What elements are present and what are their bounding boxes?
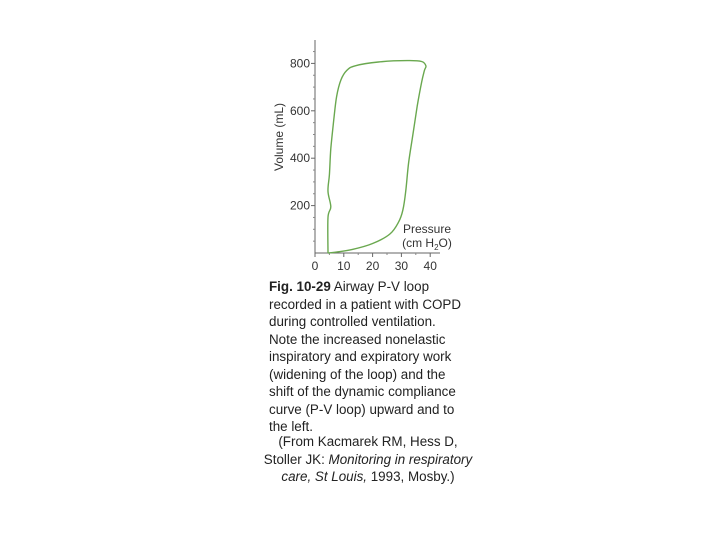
- x-axis-unit-close: O): [438, 236, 452, 250]
- figure-source: [262, 433, 474, 486]
- x-tick-label: 0: [311, 259, 319, 273]
- x-axis-unit: [402, 236, 452, 252]
- x-axis-unit-open: (cm H: [402, 236, 435, 250]
- x-tick-label: 30: [394, 259, 409, 273]
- caption-text: Airway P-V loop recorded in a patient with COPD during controlled ventilation. Note the increased nonelastic inspiratory and expiratory work (widening of the loop) and the shift of the dynamic compliance curve (P-V loop) upward and to the left.: [269, 279, 462, 434]
- y-tick-label: 800: [289, 56, 310, 71]
- x-axis-label: Pressure: [402, 222, 452, 236]
- figure-caption: [269, 278, 465, 436]
- x-tick-label: 20: [365, 259, 380, 273]
- y-axis: [290, 40, 315, 253]
- x-axis-unit-sub: 2: [434, 243, 439, 252]
- figure-label: Fig. 10-29: [269, 279, 331, 294]
- y-axis-label: Volume (mL): [272, 102, 286, 172]
- y-tick-label: 400: [289, 151, 310, 166]
- x-tick-label: 10: [337, 259, 351, 273]
- y-tick-label: 200: [289, 198, 310, 213]
- y-tick-label: 600: [289, 103, 310, 118]
- source-suffix: 1993, Mosby.): [367, 469, 455, 484]
- x-tick-label: 40: [423, 259, 437, 273]
- source-title: Monitoring in respiratory care, St Louis,: [281, 451, 473, 484]
- x-axis: [312, 253, 440, 273]
- source-prefix: (From Kacmarek RM, Hess D, Stoller JK:: [263, 434, 458, 467]
